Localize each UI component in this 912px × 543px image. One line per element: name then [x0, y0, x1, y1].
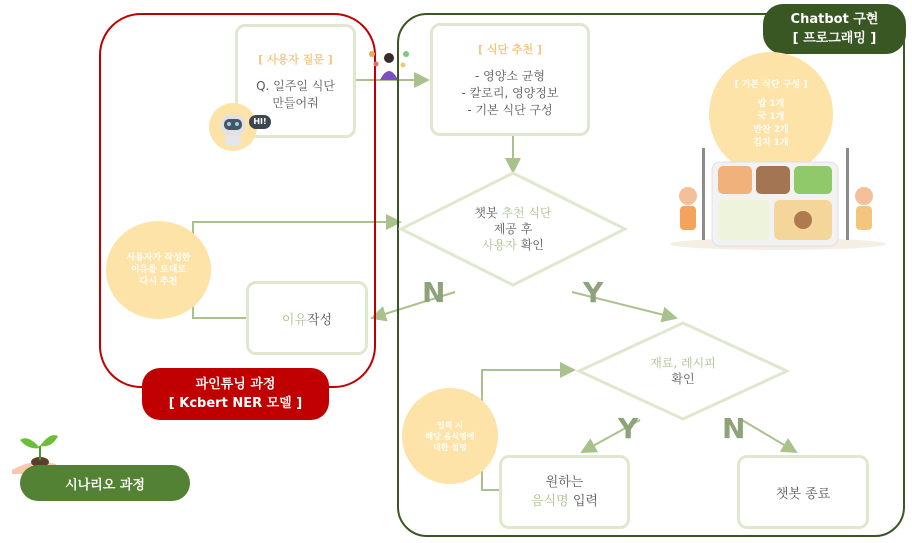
meal-recommend-item-1: - 영양소 균형	[475, 69, 545, 83]
chatbot-label-line1: Chatbot 구현	[790, 12, 879, 27]
meal-recommend-title: [ 식단 추천 ]	[477, 43, 543, 56]
branch-n-1: N	[422, 276, 446, 309]
branch-n-2: N	[722, 412, 746, 445]
reason-write-part1: 이유	[281, 312, 307, 328]
food-input-line2a: 음식명	[531, 494, 569, 509]
confirm-diamond[interactable]	[398, 170, 628, 288]
recipe-diamond[interactable]	[576, 320, 790, 422]
food-input-line2b: 입력	[568, 494, 598, 509]
confirm-line1b: 추천 식단	[501, 206, 552, 220]
branch-y-1: Y	[583, 276, 604, 309]
basic-meal-item-1: 밥 1개	[757, 98, 785, 109]
food-circle-line1: 입력 시	[437, 420, 463, 430]
reason-circle-line1: 사용자가 작성한	[126, 253, 191, 263]
user-question-line2: 만들어줘	[272, 96, 319, 110]
hi-badge-text: HI!	[253, 117, 267, 126]
meal-recommend-box[interactable]	[430, 23, 590, 136]
hi-badge	[249, 115, 271, 129]
food-circle-line3: 대한 설명	[433, 442, 467, 452]
scenario-label-text: 시나리오 과정	[65, 477, 145, 493]
basic-meal-item-4: 김치 1개	[753, 137, 789, 148]
chatbot-end-label: 챗봇 종료	[775, 486, 831, 502]
confirm-line1a: 챗봇	[474, 206, 502, 220]
reason-circle	[106, 221, 211, 319]
basic-meal-item-3: 반찬 2개	[753, 124, 789, 135]
recipe-line1: 재료, 레시피	[650, 356, 716, 370]
confirm-line3a: 사용자	[482, 238, 517, 252]
food-input-box[interactable]	[499, 455, 630, 529]
chatbot-label-line2: [ 프로그래밍 ]	[792, 31, 877, 46]
food-description-circle	[402, 388, 498, 484]
scenario-label	[20, 465, 190, 501]
user-question-title: [ 사용자 질문 ]	[258, 53, 333, 66]
meal-recommend-item-3: - 기본 식단 구성	[467, 103, 553, 117]
food-circle-line2: 해당 음식명에	[425, 431, 475, 441]
confirm-line3b: 확인	[516, 238, 544, 252]
user-question-line1: Q. 일주일 식단	[256, 79, 335, 93]
food-input-line1: 원하는	[545, 475, 584, 490]
reason-circle-line3: 다시 추천	[139, 277, 178, 287]
person-icon	[366, 46, 412, 82]
recipe-line2: 확인	[671, 372, 695, 386]
basic-meal-title: [ 기본 식단 구성 ]	[734, 79, 808, 90]
finetune-label	[142, 368, 329, 420]
reason-write-part2: 작성	[307, 312, 333, 328]
meal-tray-illustration	[668, 140, 886, 250]
chatbot-end-box[interactable]	[737, 455, 869, 529]
finetune-label-line2: [ Kcbert NER 모델 ]	[168, 396, 303, 411]
reason-write-box[interactable]	[246, 281, 368, 355]
confirm-line2: 제공 후	[493, 222, 533, 236]
meal-recommend-item-2: - 칼로리, 영양정보	[461, 86, 559, 100]
chatbot-label	[763, 4, 906, 54]
reason-circle-line2: 이유를 토대로	[130, 265, 187, 275]
branch-y-2: Y	[618, 412, 639, 445]
finetune-label-line1: 파인튜닝 과정	[195, 377, 276, 392]
basic-meal-item-2: 국 1개	[757, 111, 785, 122]
